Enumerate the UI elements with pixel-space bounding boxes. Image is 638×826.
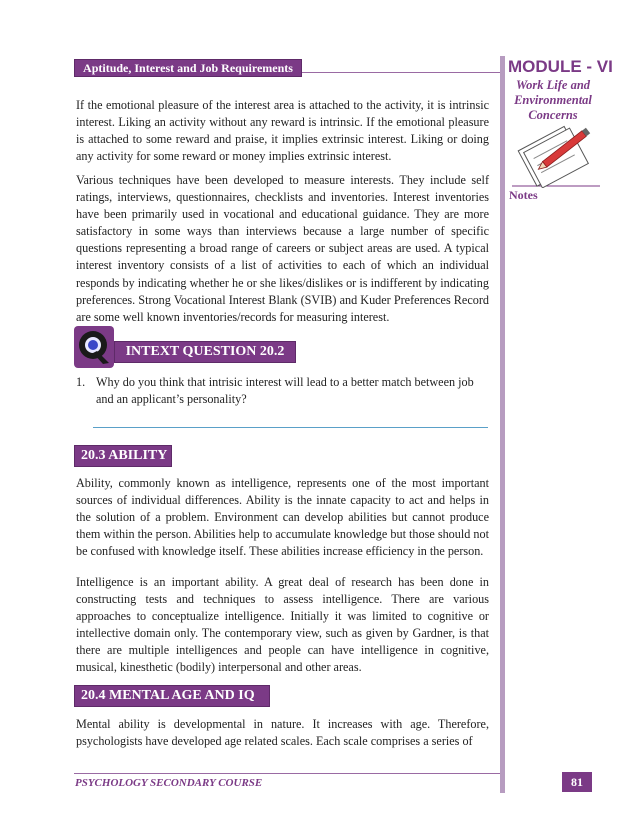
page-number: 81: [562, 772, 592, 792]
intext-question-1: [76, 374, 489, 408]
module-title: MODULE - VI: [508, 57, 613, 76]
module-subtitle: Work Life and Environmental Concerns: [514, 78, 592, 122]
paragraph-mental-ability: Mental ability is developmental in nature. It increases with age. Therefore, psychologists have developed age related scales. Each scale comprises a series of: [76, 717, 489, 749]
footer-rule: [74, 773, 500, 774]
question-text: Why do you think that intrisic interest will lead to a better match between job and an applicant’s personality?: [96, 375, 474, 407]
paragraph-intelligence: Intelligence is an important ability. A great deal of research has been done in constructing tests and techniques to assess intelligence. There are various approaches to conceptualize intelligence. Initially it was limited to cognitive or intellective domain only. The contemporary view, such as given by Gardner, is that there are multiple intelligences and people can have intelligence in cognitive, musical, kinesthetic (bodily) interpersonal and other areas.: [76, 575, 489, 675]
section-heading-mental-age: 20.4 MENTAL AGE AND IQ: [74, 685, 270, 707]
sidebar-divider: [500, 56, 505, 793]
intext-question-title: INTEXT QUESTION 20.2: [114, 341, 296, 363]
notes-label: Notes: [509, 188, 538, 202]
note-with-pen-icon: [512, 124, 600, 188]
question-mark-icon: [77, 329, 111, 365]
header-rule: [302, 72, 500, 73]
section-heading-ability: 20.3 ABILITY: [74, 445, 172, 467]
question-number: 1.: [76, 375, 86, 389]
paragraph-ability: Ability, commonly known as intelligence, represents one of the most important sources of individual differences. Ability is the innate capacity to act and helps in the solution of a problem. Environment can develop abilities but cannot produce them within the person. Abilities help to accumulate knowledge but those should not be confused with knowledge itself. These abilities increase efficiency in the person.: [76, 476, 489, 559]
chapter-header-tag: Aptitude, Interest and Job Requirements: [74, 59, 302, 77]
answer-line: [93, 427, 488, 428]
paragraph-intrinsic-extrinsic: If the emotional pleasure of the interest area is attached to the activity, it is intrinsic interest. Liking an activity without any reward is intrinsic. If the emotional pleasure is attached to some reward and praise, it implies extrinsic interest. Liking or doing any activity for some reward or money implies extrinsic interest.: [76, 98, 489, 164]
paragraph-measuring-interests: Various techniques have been developed to measure interests. They include self ratings, interviews, questionnaires, checklists and inventories. Interest inventories have been primarily used in vocational and educational guidance. They are more satisfactory in some ways than interviews because a large number of specific questions representing a broad range of careers or subject areas are used. A typical interest inventory consists of a list of activities to each of which an individual responds by indicating whether he or she likes/dislikes or is indifferent by indicating preferences. Strong Vocational Interest Blank (SVIB) and Kuder Preferences Record are some well known inventories/records for measuring interest.: [76, 173, 489, 324]
footer-course-title: PSYCHOLOGY SECONDARY COURSE: [75, 777, 263, 789]
